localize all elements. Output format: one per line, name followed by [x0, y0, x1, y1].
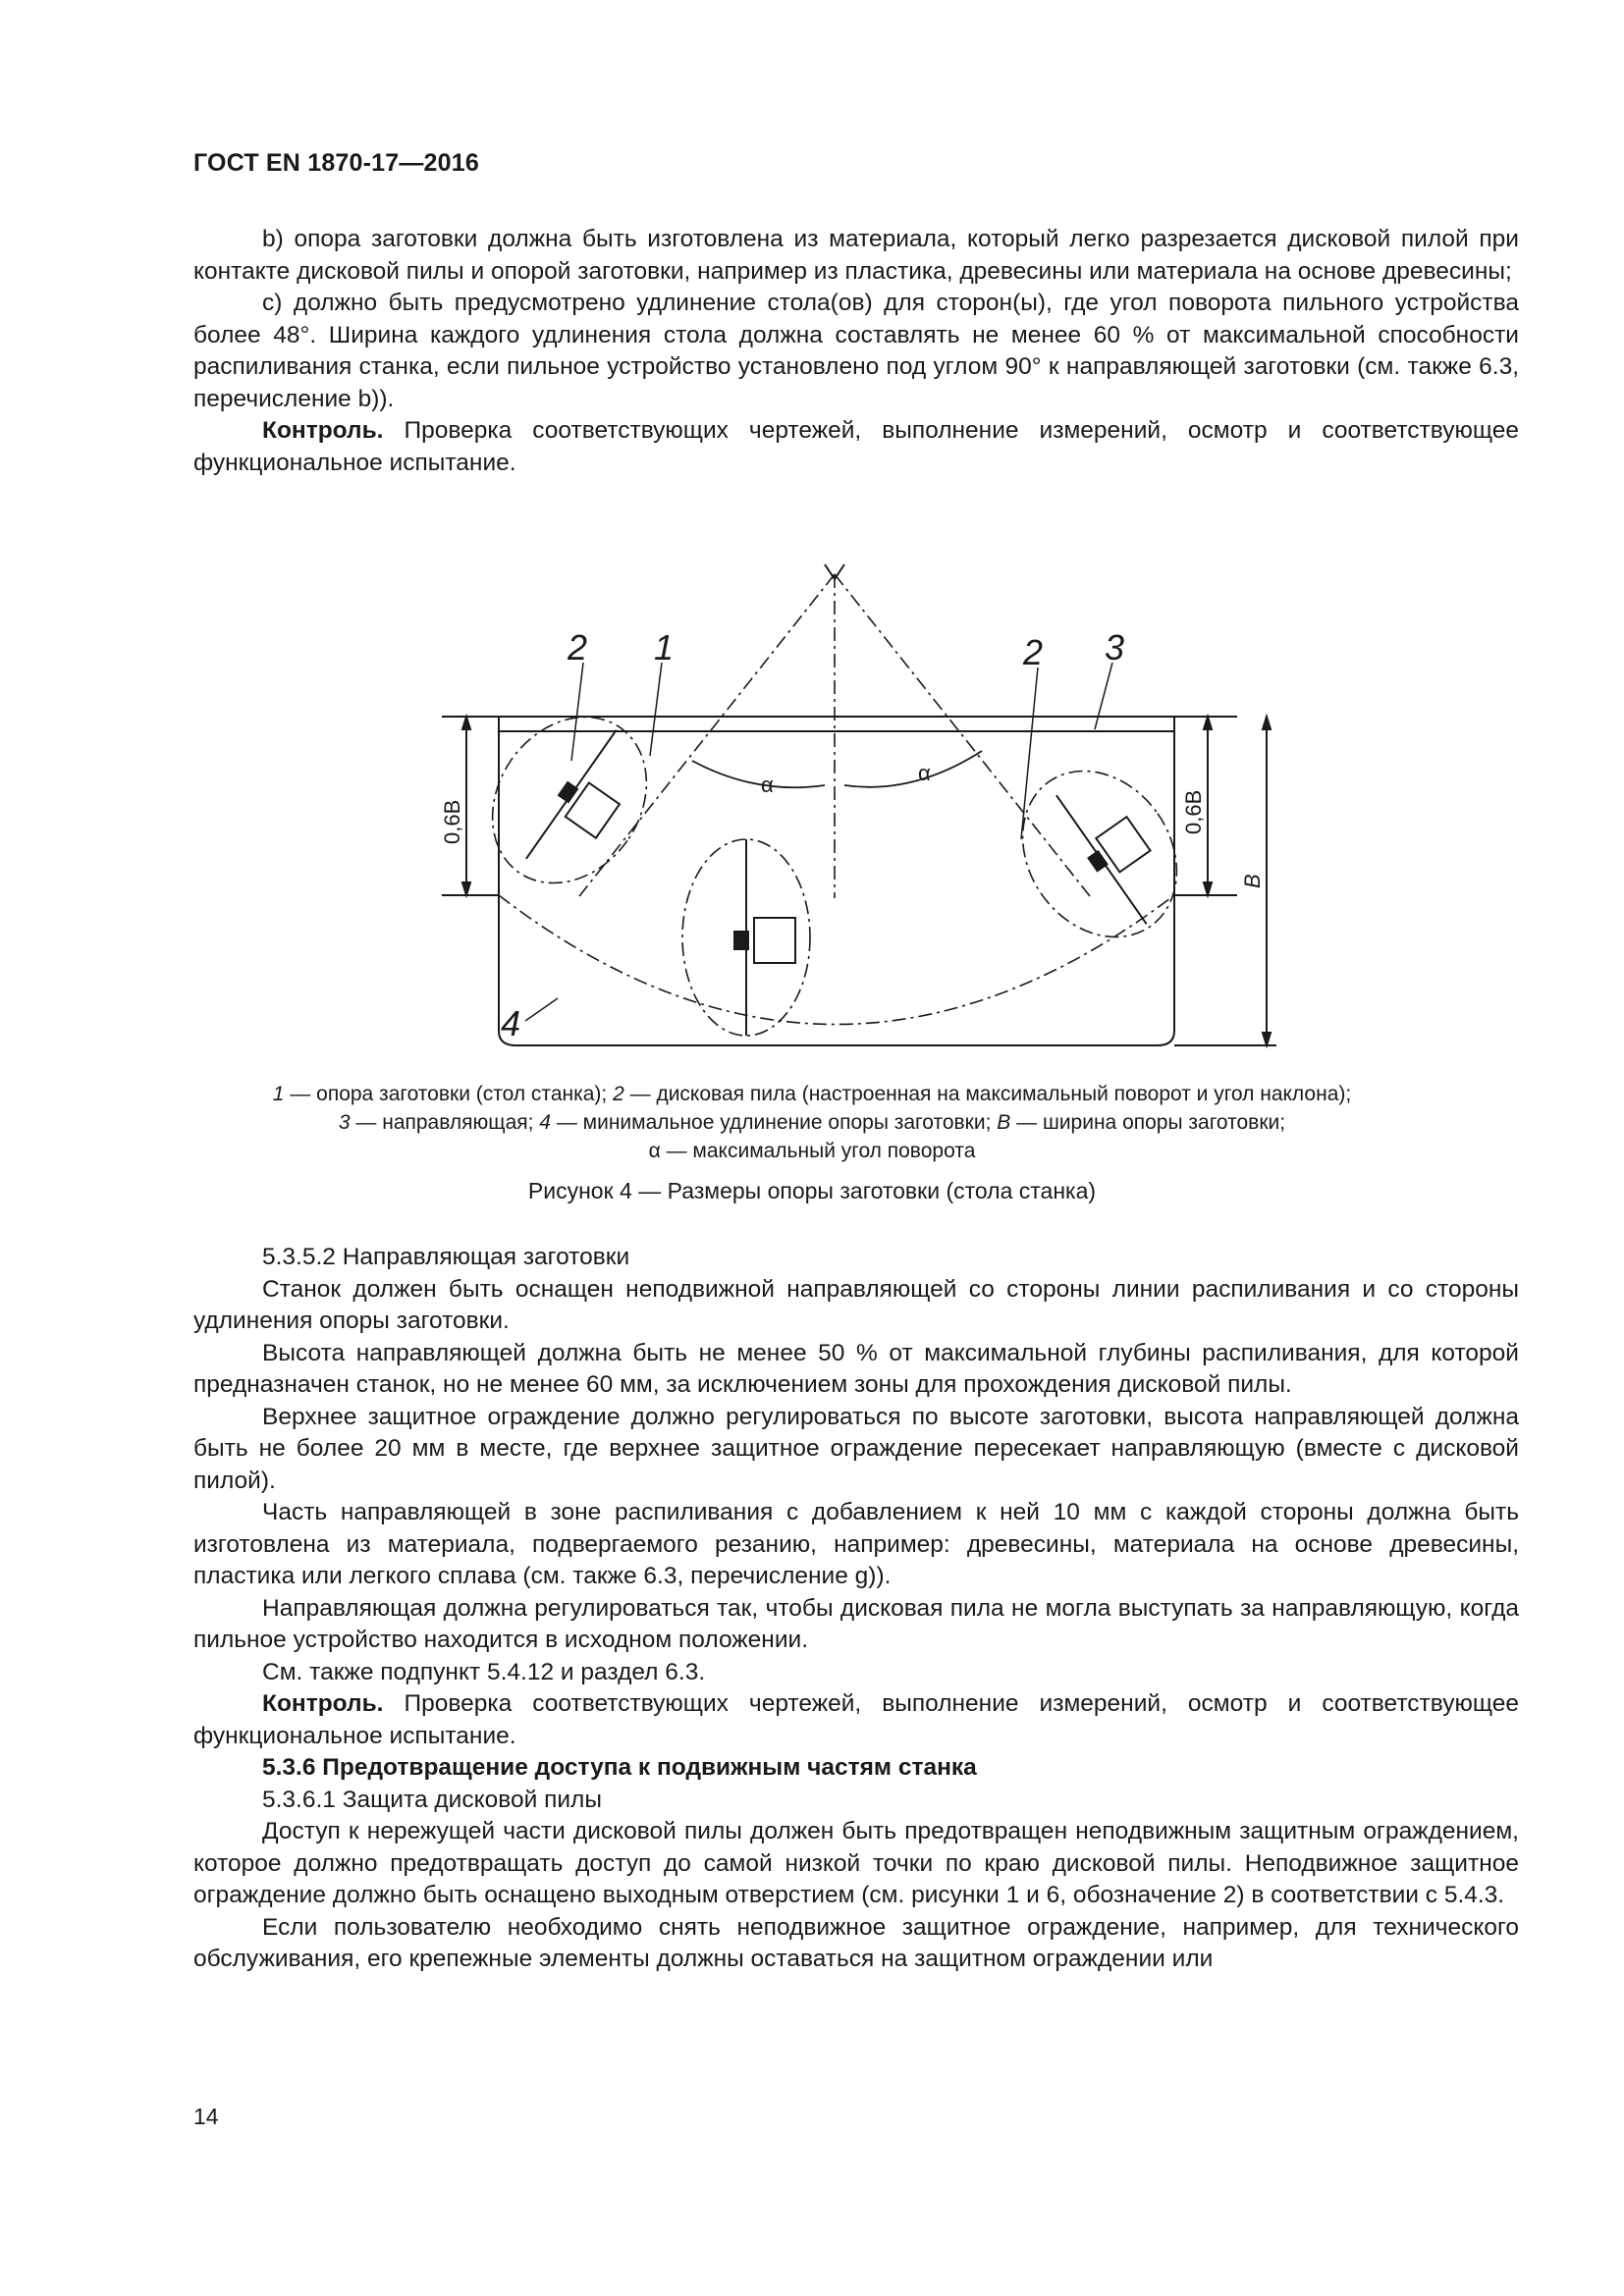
right-swivel-line [835, 574, 1090, 896]
figure-legend [193, 1080, 1431, 1165]
legend-line-3: α — максимальный угол поворота [648, 1140, 976, 1162]
alpha-arc-right [844, 751, 982, 787]
alpha-arc-left [692, 761, 825, 787]
section-5-3-5-2: 5.3.5.2 Направляющая заготовки [262, 1244, 630, 1270]
left-saw [518, 724, 654, 884]
control-text: Проверка соответствующих чертежей, выполнение измерений, осмотр и соответствующее функциональное испытание. [193, 1690, 1519, 1749]
figure-4-drawing [422, 545, 1286, 1065]
arrow [462, 882, 470, 895]
paragraph-fence-material: Часть направляющей в зоне распиливания с добавлением к ней 10 мм с каждой стороны должна быть изготовлена из материала, подвергаемого резанию, например: древесины, материала на основе древесины, пластика или легкого сплава (см. также 6.3, перечисление g)). [193, 1499, 1519, 1589]
paragraph-fence-height: Высота направляющей должна быть не менее 50 % от максимальной глубины распиливания, для которой предназначен станок, но не менее 60 мм, за исключением зоны для прохождения дисковой пилы. [193, 1339, 1519, 1398]
paragraph-c: c) должно быть предусмотрено удлинение стола(ов) для сторон(ы), где угол поворота пильного устройства более 48°. Ширина каждого удлинения стола должна составлять не менее 60 % от максимальной способности распиливания станка, если пильное устройство установлено под углом 90° к направляющей заготовки (см. также 6.3, перечисление b)). [193, 290, 1519, 412]
top-text-block [193, 224, 1519, 479]
arrow [1204, 717, 1212, 729]
center-saw [734, 839, 795, 1036]
paragraph-guard-removal: Если пользователю необходимо снять неподвижное защитное ограждение, например, для технического обслуживания, его крепежные элементы должны оставаться на защитном ограждении или [193, 1913, 1519, 1972]
dim-b-label: B [1240, 874, 1265, 888]
paragraph-b: b) опора заготовки должна быть изготовлена из материала, который легко разрезается дисковой пилой при контакте дисковой пилы и опорой заготовки, например из пластика, древесины или материала на основе древесины; [193, 226, 1519, 285]
table-support-diagram [422, 545, 1286, 1065]
legend-line-2: 3 — направляющая; 4 — минимальное удлинение опоры заготовки; B — ширина опоры заготовки; [338, 1111, 1286, 1134]
paragraph-fence-fixed: Станок должен быть оснащен неподвижной направляющей со стороны линии распиливания и со стороны удлинения опоры заготовки. [193, 1275, 1519, 1334]
control-label: Контроль. [262, 417, 384, 444]
section-5-3-6-1: 5.3.6.1 Защита дисковой пилы [262, 1786, 602, 1813]
paragraph-see-also: См. также подпункт 5.4.12 и раздел 6.3. [262, 1658, 706, 1685]
arrow [1263, 1033, 1271, 1045]
leader-3 [1095, 663, 1112, 729]
document-header: ГОСТ EN 1870-17—2016 [193, 149, 479, 177]
dim-right-label: 0,6B [1181, 789, 1206, 834]
arrow [462, 717, 470, 729]
paragraph-saw-access: Доступ к нережущей части дисковой пилы должен быть предотвращен неподвижным защитным ограждением, которое должно предотвращать доступ до самой низкой точки по краю дисковой пилы. Неподвижное защитное ограждение должно быть оснащено выходным отверстием (см. рисунки 1 и 6, обозначение 2) в соответствии с 5.4.3. [193, 1818, 1519, 1908]
label-4: 4 [501, 1003, 521, 1043]
dim-left-label: 0,6B [440, 799, 464, 844]
leader-2-left [571, 663, 583, 761]
control-text: Проверка соответствующих чертежей, выполнение измерений, осмотр и соответствующее функциональное испытание. [193, 417, 1519, 476]
min-extension-arc [499, 895, 1174, 1025]
label-2-left: 2 [568, 627, 588, 667]
legend-line-1: 1 — опора заготовки (стол станка); 2 — дисковая пила (настроенная на максимальный поворот и угол наклона); [272, 1083, 1352, 1105]
table-outline [499, 717, 1174, 1045]
arrow [1204, 882, 1212, 895]
alpha-left-label: α [761, 773, 774, 797]
right-saw [1049, 770, 1184, 930]
alpha-right-label: α [918, 761, 931, 785]
control-paragraph-2 [193, 1688, 1519, 1752]
figure-caption: Рисунок 4 — Размеры опоры заготовки (стола станка) [527, 1178, 1097, 1203]
paragraph-fence-adjust: Направляющая должна регулироваться так, чтобы дисковая пила не могла выступать за направляющую, когда пильное устройство находится в исходном положении. [193, 1594, 1519, 1653]
control-label: Контроль. [262, 1690, 384, 1717]
label-1: 1 [654, 627, 675, 667]
label-3: 3 [1105, 627, 1125, 667]
leader-2-right [1021, 667, 1038, 839]
label-2-right: 2 [1023, 632, 1044, 672]
paragraph-upper-guard: Верхнее защитное ограждение должно регулироваться по высоте заготовки, высота направляющей должна быть не более 20 мм в месте, где верхнее защитное ограждение пересекает направляющую (вместе с дисковой пилой). [193, 1403, 1519, 1494]
control-paragraph-1 [193, 415, 1519, 479]
left-swivel-line [579, 574, 835, 896]
main-text-block [193, 1242, 1519, 1976]
leader-4 [525, 998, 558, 1021]
leader-1 [650, 663, 662, 756]
arrow [1263, 717, 1271, 729]
page-number: 14 [193, 2104, 219, 2129]
section-5-3-6-heading: 5.3.6 Предотвращение доступа к подвижным частям станка [262, 1754, 977, 1781]
